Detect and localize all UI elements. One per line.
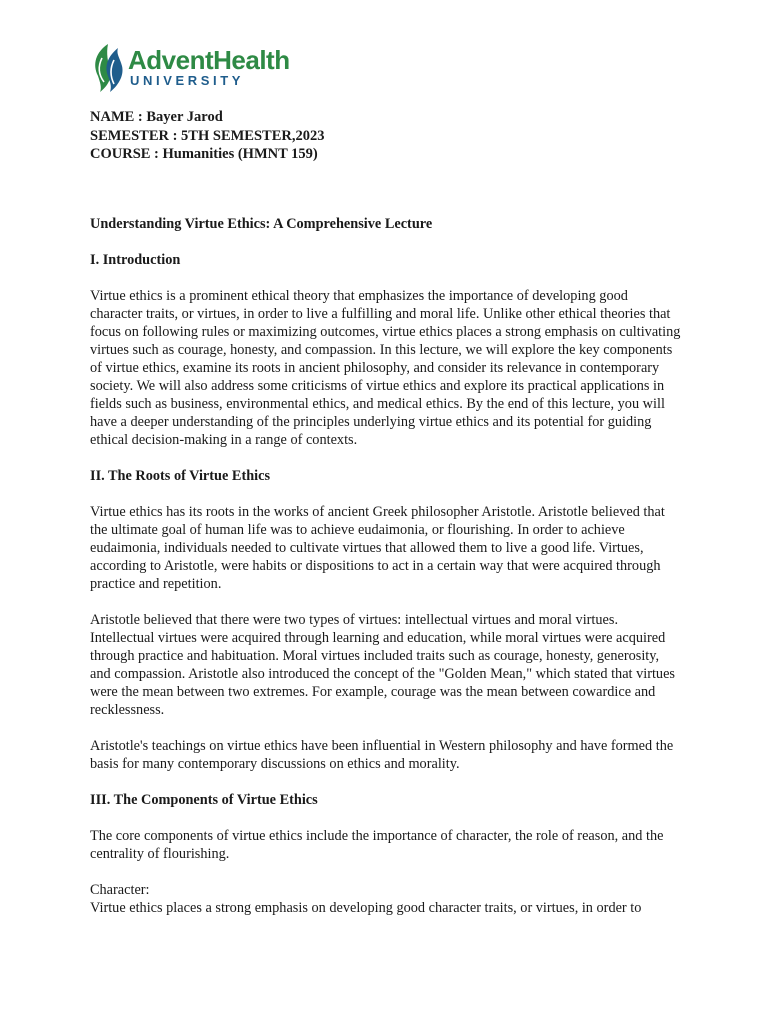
adventhealth-logo xyxy=(90,42,290,94)
paragraph-roots-2: Aristotle believed that there were two types of virtues: intellectual virtues and moral virtues. Intellectual virtues were acquired through learning and education, while moral virtues were acquired through practice and habituation. Moral virtues included traits such as courage, honesty, generosity, and compassion. Aristotle also introduced the concept of the "Golden Mean," which stated that virtues were the mean between two extremes. For example, courage was the mean between cowardice and recklessness. xyxy=(90,612,675,718)
paragraph-introduction: Virtue ethics is a prominent ethical theory that emphasizes the importance of developing good character traits, or virtues, in order to live a fulfilling and moral life. Unlike other ethical theories that focus on following rules or maximizing outcomes, virtue ethics places a strong emphasis on cultivating virtues such as courage, honesty, and compassion. In this lecture, we will explore the key components of virtue ethics, examine its roots in ancient philosophy, and consider its relevance in contemporary society. We will also address some criticisms of virtue ethics and explore its practical applications in fields such as business, environmental ethics, and medical ethics. By the end of this lecture, you will have a deeper understanding of the principles underlying virtue ethics and its potential for guiding ethical decision-making in a range of contexts. xyxy=(90,288,681,448)
leaf-mark-icon xyxy=(90,42,126,94)
paragraph-roots-1: Virtue ethics has its roots in the works of ancient Greek philosopher Aristotle. Aristotle believed that the ultimate goal of human life was to achieve eudaimonia, or flourishing. In order to achieve eudaimonia, individuals needed to cultivate virtues that allowed them to live a good life. Virtues, according to Aristotle, were habits or dispositions to act in a certain way that were acquired through practice and repetition. xyxy=(90,504,665,592)
logo-subtitle: UNIVERSITY xyxy=(130,73,245,88)
document-body xyxy=(90,215,682,917)
logo-title: AdventHealth xyxy=(128,45,290,75)
paragraph-roots-3: Aristotle's teachings on virtue ethics have been influential in Western philosophy and have formed the basis for many contemporary discussions on ethics and morality. xyxy=(90,738,674,772)
document-title: Understanding Virtue Ethics: A Comprehensive Lecture xyxy=(90,216,433,232)
student-name: NAME : Bayer Jarod xyxy=(90,109,223,125)
paragraph-character: Virtue ethics places a strong emphasis on developing good character traits, or virtues, in order to xyxy=(90,900,642,916)
semester: SEMESTER : 5TH SEMESTER,2023 xyxy=(90,127,325,144)
heading-roots: II. The Roots of Virtue Ethics xyxy=(90,468,271,484)
course: COURSE : Humanities (HMNT 159) xyxy=(90,146,318,162)
heading-introduction: I. Introduction xyxy=(90,252,181,268)
heading-components: III. The Components of Virtue Ethics xyxy=(90,792,318,808)
paragraph-components: The core components of virtue ethics include the importance of character, the role of reason, and the centrality of flourishing. xyxy=(90,828,664,862)
student-info xyxy=(90,108,324,164)
label-character: Character: xyxy=(90,882,150,898)
